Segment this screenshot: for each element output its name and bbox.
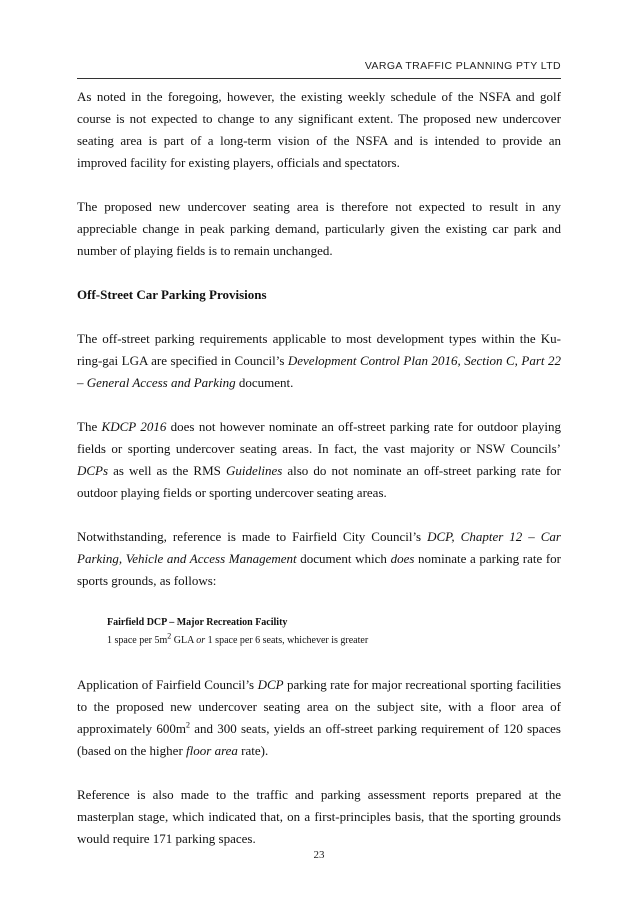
paragraph-7: Reference is also made to the traffic and parking assessment reports prepared at the masterplan stage, which indicated that, on a first-principles basis, that the sporting grounds would require 171 parking spaces. xyxy=(77,787,561,846)
p3-text-b: document. xyxy=(235,375,294,390)
dcp-quote-block xyxy=(107,614,561,650)
paragraph-5 xyxy=(77,526,561,592)
p3-italic: Development Control Plan 2016, Section C, Part 22 – General Access and Parking xyxy=(77,353,562,390)
p4-text-d: also do not nominate an off-street parking rate for outdoor playing fields or sporting undercover seating areas. xyxy=(77,463,561,500)
p5-text-a: Notwithstanding, reference is made to Fairfield City Council’s xyxy=(77,529,428,544)
section-heading: Off-Street Car Parking Provisions xyxy=(77,287,267,302)
quote-text-c: 1 space per 6 seats, whichever is greater xyxy=(205,635,369,646)
p6-text-b: parking rate for major recreational sporting facilities to the proposed new undercover seating area on the subject site, with a floor area of approximately 600m xyxy=(77,677,562,736)
p4-italic-1: KDCP 2016 xyxy=(101,419,167,434)
p6-italic-1: DCP xyxy=(257,677,284,692)
p4-text-a: The xyxy=(77,419,102,434)
p5-italic-1: DCP, Chapter 12 – Car Parking, Vehicle and Access Management xyxy=(77,529,561,566)
header-rule xyxy=(77,78,561,79)
p6-text-a: Application of Fairfield Council’s xyxy=(77,677,258,692)
running-header: VARGA TRAFFIC PLANNING PTY LTD xyxy=(364,60,561,72)
body-text xyxy=(77,86,561,872)
quote-superscript: 2 xyxy=(167,631,172,641)
p5-text-c: nominate a parking rate for sports grounds, as follows: xyxy=(77,551,562,588)
p4-text-c: as well as the RMS xyxy=(108,463,226,478)
p3-text-a: The off-street parking requirements applicable to most development types within the Ku-ring-gai LGA are specified in Council’s xyxy=(77,331,561,368)
p5-text-b: document which xyxy=(296,551,391,566)
p6-italic-2: floor area xyxy=(186,743,238,758)
paragraph-4 xyxy=(77,416,561,504)
quote-title: Fairfield DCP – Major Recreation Facility xyxy=(107,617,288,628)
quote-rate xyxy=(107,632,561,650)
p6-text-d: rate). xyxy=(237,743,269,758)
paragraph-2: The proposed new undercover seating area is therefore not expected to result in any appreciable change in peak parking demand, particularly given the existing car park and number of playing fields is to remain unchanged. xyxy=(77,199,561,258)
quote-italic: or xyxy=(196,635,206,646)
p6-text-c: and 300 seats, yields an off-street parking requirement of 120 spaces (based on the higher xyxy=(77,721,561,758)
quote-text-a: 1 space per 5m xyxy=(107,635,168,646)
p6-superscript: 2 xyxy=(185,720,190,730)
paragraph-6 xyxy=(77,674,561,762)
p4-text-b: does not however nominate an off-street parking rate for outdoor playing fields or sporting undercover seating areas. In fact, the vast majority or NSW Councils’ xyxy=(77,419,561,456)
paragraph-1: As noted in the foregoing, however, the existing weekly schedule of the NSFA and golf course is not expected to change to any significant extent. The proposed new undercover seating area is part of a long-term vision of the NSFA and is intended to provide an improved facility for existing players, officials and spectators. xyxy=(77,89,561,170)
p4-italic-2: DCPs xyxy=(77,463,109,478)
p4-italic-3: Guidelines xyxy=(225,463,283,478)
paragraph-3 xyxy=(77,328,561,394)
quote-text-b: GLA xyxy=(171,635,197,646)
p5-italic-2: does xyxy=(390,551,415,566)
page-number: 23 xyxy=(313,849,325,861)
